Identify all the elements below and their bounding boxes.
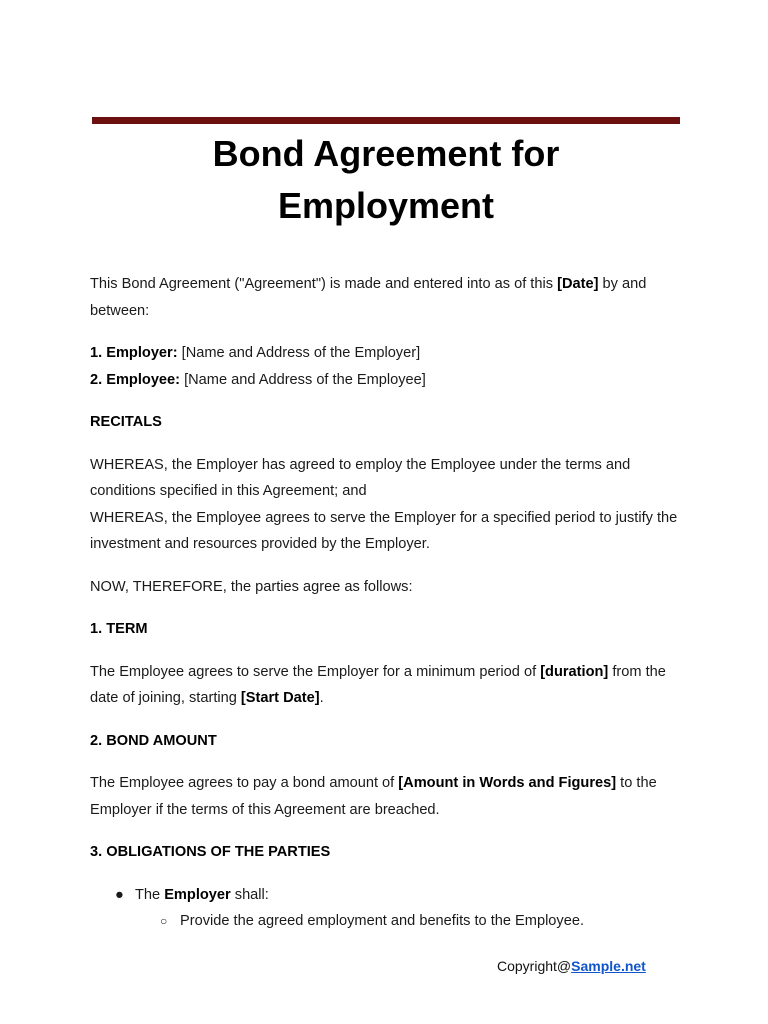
- sub-list-item: [135, 908, 690, 935]
- term-text-before: The Employee agrees to serve the Employer for a minimum period of: [90, 663, 541, 680]
- start-date-placeholder: [Start Date]: [240, 690, 320, 706]
- recitals-paragraph: [90, 452, 690, 558]
- document-title: [92, 128, 680, 232]
- recitals-heading: RECITALS: [90, 414, 162, 430]
- bond-amount-heading: 2. BOND AMOUNT: [90, 732, 217, 749]
- copyright-footer: [497, 956, 646, 976]
- sub-list: [135, 908, 690, 935]
- party-value: [Name and Address of the Employee]: [180, 371, 426, 388]
- whereas-clause-2: WHEREAS, the Employee agrees to serve the Employer for a specified period to justify the investment and resources provided by the Employer.: [90, 509, 678, 552]
- title-line-1: Bond Agreement for: [212, 133, 560, 174]
- obligations-list: [90, 882, 690, 935]
- term-heading: 1. TERM: [90, 621, 148, 637]
- copyright-prefix: Copyright@: [497, 958, 572, 974]
- duration-placeholder: [duration]: [540, 663, 609, 680]
- party-employer: [90, 340, 690, 367]
- term-text-middle: from the date of joining, starting: [90, 663, 666, 706]
- title-line-2: Employment: [277, 185, 495, 226]
- obligations-heading: 3. OBLIGATIONS OF THE PARTIES: [90, 844, 331, 860]
- item-bold: Employer: [164, 886, 231, 903]
- party-label: 1. Employer:: [90, 345, 178, 361]
- party-label: 2. Employee:: [90, 371, 181, 388]
- term-text-after: .: [319, 690, 324, 706]
- bond-amount-paragraph: [90, 770, 690, 823]
- sample-net-link[interactable]: Sample.net: [571, 958, 646, 974]
- item-text-after: shall:: [230, 886, 269, 903]
- intro-text-after: by and between:: [90, 276, 647, 319]
- party-employee: [90, 367, 690, 394]
- party-value: [Name and Address of the Employer]: [177, 345, 421, 361]
- whereas-clause-1: WHEREAS, the Employer has agreed to employ the Employee under the terms and conditions specified in this Agreement; and: [90, 456, 631, 499]
- parties-list: [90, 340, 690, 393]
- term-paragraph: [90, 659, 690, 712]
- list-item: [90, 882, 690, 935]
- bond-text-before: The Employee agrees to pay a bond amount of: [90, 775, 399, 791]
- bond-text-after: to the Employer if the terms of this Agreement are breached.: [90, 775, 657, 818]
- title-rule: [92, 117, 680, 124]
- document-body: [90, 271, 690, 935]
- item-text-before: The: [135, 886, 165, 903]
- intro-text-before: This Bond Agreement ("Agreement") is made and entered into as of this: [90, 276, 558, 292]
- date-placeholder: [Date]: [557, 276, 599, 292]
- sub-item-text: Provide the agreed employment and benefits to the Employee.: [180, 913, 585, 929]
- now-therefore-paragraph: NOW, THEREFORE, the parties agree as follows:: [90, 578, 413, 595]
- filled-bullet-icon: ●: [115, 886, 124, 903]
- intro-paragraph: [90, 271, 690, 324]
- hollow-bullet-icon: ○: [160, 914, 168, 928]
- amount-placeholder: [Amount in Words and Figures]: [398, 775, 617, 791]
